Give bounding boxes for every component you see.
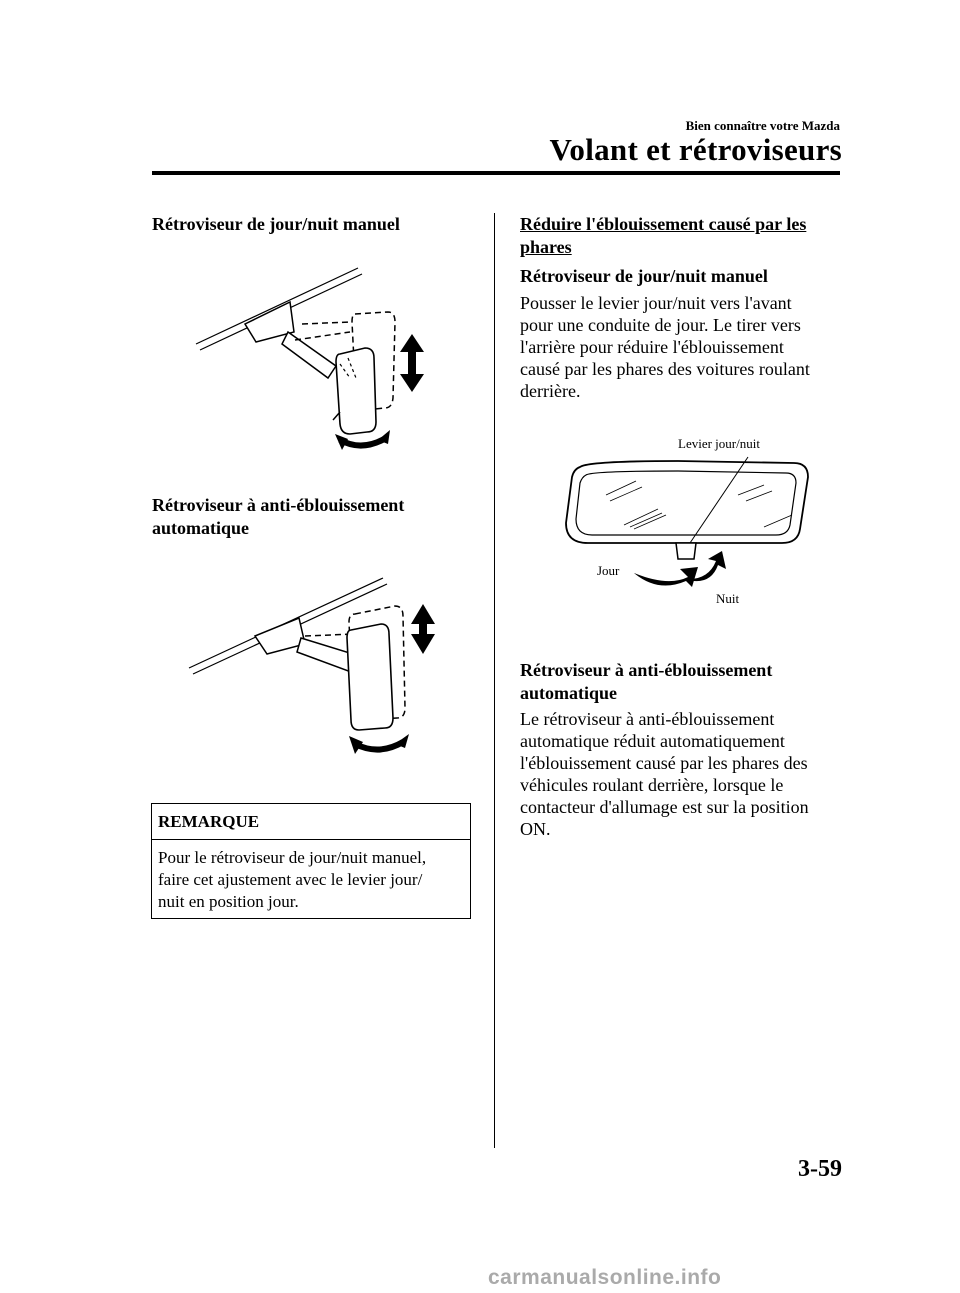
glare-heading-line1: Réduire l'éblouissement causé par les xyxy=(520,214,807,234)
watermark: carmanualsonline.info xyxy=(488,1266,722,1289)
auto-mirror-heading-line1: Rétroviseur à anti-éblouissement xyxy=(152,495,405,515)
paragraph-line: ON. xyxy=(520,819,551,839)
auto-paragraph xyxy=(520,708,809,840)
column-divider xyxy=(494,213,495,1148)
note-line: Pour le rétroviseur de jour/nuit manuel, xyxy=(158,848,427,867)
right-auto-heading-line2: automatique xyxy=(520,683,618,703)
paragraph-line: Le rétroviseur à anti-éblouissement xyxy=(520,709,775,729)
auto-mirror-illustration xyxy=(183,574,443,764)
paragraph-line: l'arrière pour réduire l'éblouissement xyxy=(520,337,784,357)
note-separator xyxy=(152,839,470,840)
glare-heading xyxy=(520,213,806,259)
manual-paragraph xyxy=(520,292,810,402)
note-box xyxy=(151,803,471,919)
right-auto-heading xyxy=(520,659,772,705)
paragraph-line: derrière. xyxy=(520,381,581,401)
manual-mirror-heading: Rétroviseur de jour/nuit manuel xyxy=(152,214,400,234)
chapter-title: Bien connaître votre Mazda xyxy=(685,118,840,133)
paragraph-line: automatique réduit automatiquement xyxy=(520,731,785,751)
paragraph-line: pour une conduite de jour. Le tirer vers xyxy=(520,315,801,335)
auto-mirror-heading-line2: automatique xyxy=(152,518,250,538)
page-number: 3-59 xyxy=(798,1156,842,1182)
paragraph-line: l'éblouissement causé par les phares des xyxy=(520,753,808,773)
paragraph-line: contacteur d'allumage est sur la position xyxy=(520,797,809,817)
paragraph-line: véhicules roulant derrière, lorsque le xyxy=(520,775,784,795)
header-rule xyxy=(152,171,840,175)
lever-label: Levier jour/nuit xyxy=(678,436,760,451)
day-label: Jour xyxy=(597,563,620,578)
day-night-lever-illustration xyxy=(558,455,818,605)
right-auto-heading-line1: Rétroviseur à anti-éblouissement xyxy=(520,660,773,680)
night-label: Nuit xyxy=(716,591,740,606)
note-line: faire cet ajustement avec le levier jour/ xyxy=(158,870,423,889)
right-manual-heading: Rétroviseur de jour/nuit manuel xyxy=(520,266,768,286)
note-text xyxy=(158,847,468,913)
glare-heading-line2: phares xyxy=(520,237,572,257)
paragraph-line: causé par les phares des voitures roulant xyxy=(520,359,810,379)
note-title: REMARQUE xyxy=(158,812,260,831)
note-line: nuit en position jour. xyxy=(158,892,299,911)
auto-mirror-heading xyxy=(152,494,404,540)
paragraph-line: Pousser le levier jour/nuit vers l'avant xyxy=(520,293,792,313)
manual-mirror-illustration xyxy=(190,262,430,462)
section-title: Volant et rétroviseurs xyxy=(549,132,842,167)
